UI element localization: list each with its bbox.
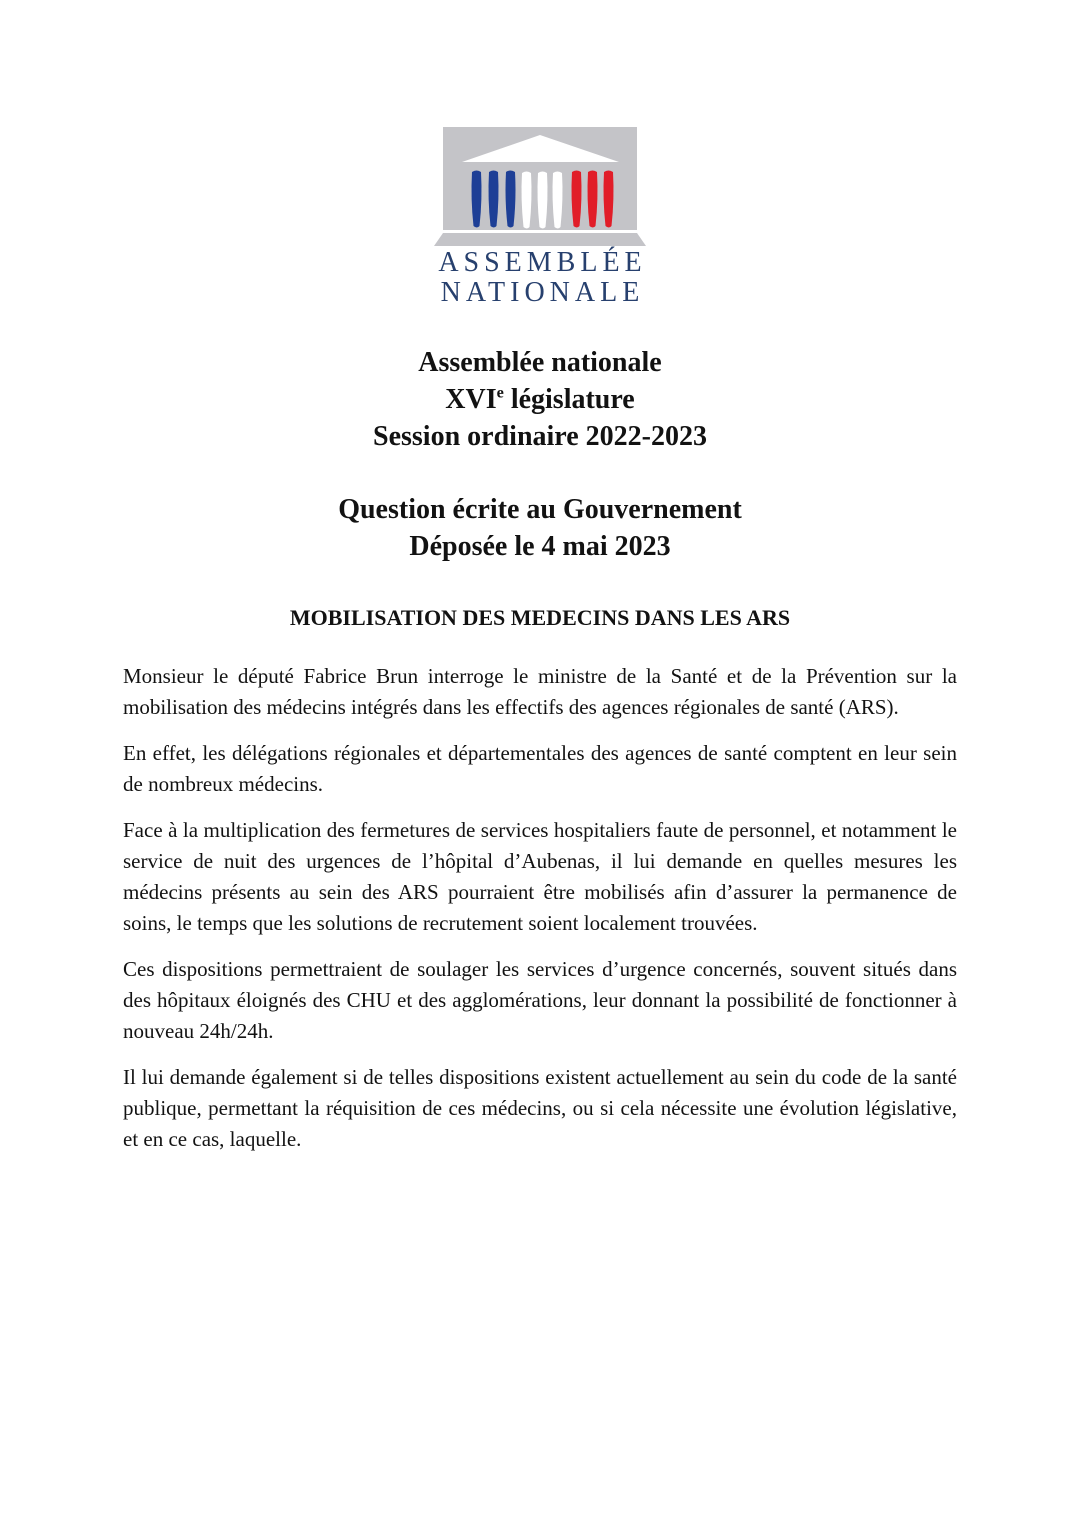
document-body [123,661,957,1155]
logo-wordmark [433,248,646,308]
paragraph-1: Monsieur le député Fabrice Brun interroge le ministre de la Santé et de la Prévention sur la mobilisation des médecins intégrés dans les effectifs des agences régionales de santé (ARS). [123,664,957,719]
assemblee-nationale-building-icon [434,127,646,247]
question-date: Déposée le 4 mai 2023 [409,531,671,562]
question-type: Question écrite au Gouvernement [338,494,742,525]
legislature-ordinal-sup: e [496,383,504,402]
paragraph-3: Face à la multiplication des fermetures de services hospitaliers faute de personnel, et notamment le service de nuit des urgences de l’hôpital d’Aubenas, il lui demande en quelles mesures les médecins présents au sein des ARS pourraient être mobilisés afin d’assurer la permanence de soins, le temps que les solutions de recrutement soient localement trouvées. [123,818,957,935]
tricolor-columns-icon [472,171,614,229]
logo-wordmark-line1: ASSEMBLÉE [438,247,647,278]
paragraph-4: Ces dispositions permettraient de soulager les services d’urgence concernés, souvent situés dans des hôpitaux éloignés des CHU et des agglomérations, leur donnant la possibilité de fonctionner à nouveau 24h/24h. [123,957,957,1043]
legislature-label: législature [503,384,635,415]
paragraph-5: Il lui demande également si de telles dispositions existent actuellement au sein du code de la santé publique, permettant la réquisition de ces médecins, ou si cela nécessite une évolution législative, et en ce cas, laquelle. [123,1065,957,1151]
logo-wordmark-line2: NATIONALE [440,277,645,308]
heading-legislature [0,381,1080,418]
heading-institution: Assemblée nationale [418,347,662,378]
institution-heading [0,344,1080,455]
paragraph-2: En effet, les délégations régionales et départementales des agences de santé comptent en leur sein de nombreux médecins. [123,741,957,796]
assemblee-nationale-logo [0,127,1080,308]
question-heading [0,491,1080,565]
subject-heading: MOBILISATION DES MEDECINS DANS LES ARS [289,605,791,630]
legislature-number: XVI [445,384,497,415]
heading-session: Session ordinaire 2022-2023 [373,421,707,452]
